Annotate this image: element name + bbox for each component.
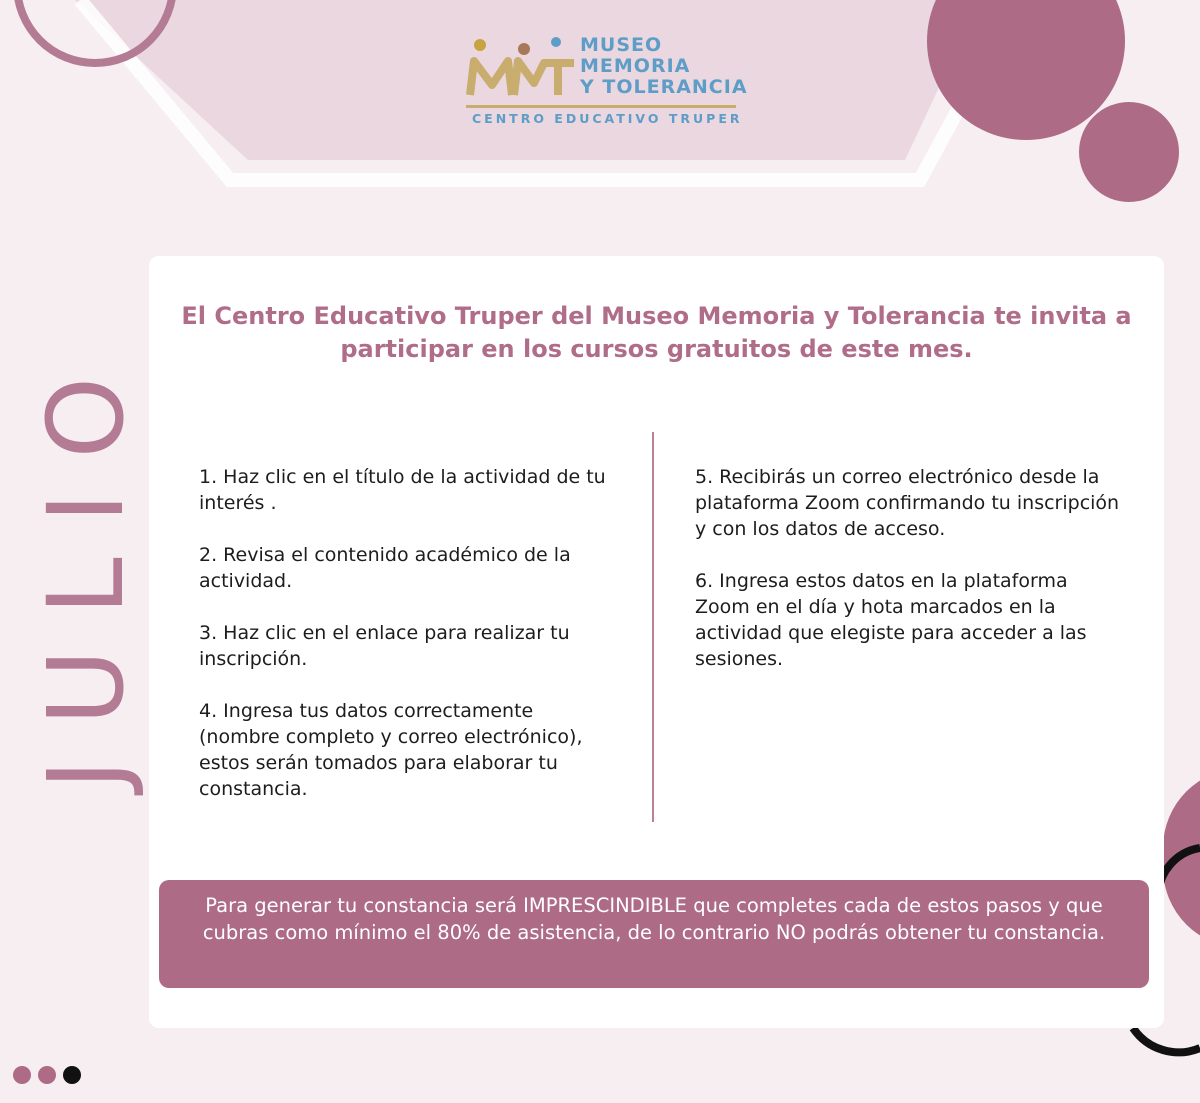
- step-3: 3. Haz clic en el enlace para realizar tu inscripción.: [199, 622, 570, 670]
- dot-2: [38, 1066, 56, 1084]
- invitation-headline: El Centro Educativo Truper del Museo Memoria y Tolerancia te invita a participar en los cursos gratuitos de este mes.: [181, 302, 1132, 363]
- mmt-logo-icon: [462, 33, 578, 105]
- month-label: JULIO: [25, 342, 147, 790]
- circle-decoration-right: [1079, 102, 1179, 202]
- museum-logo: [462, 33, 748, 128]
- step-1: 1. Haz clic en el título de la actividad de tu interés .: [199, 466, 606, 514]
- step-5: 5. Recibirás un correo electrónico desde la plataforma Zoom confirmando tu inscripción y con los datos de acceso.: [695, 466, 1120, 540]
- steps-right-column: [695, 464, 1125, 698]
- dot-1: [13, 1066, 31, 1084]
- logo-underline: [466, 105, 736, 108]
- logo-word-tolerancia: Y TOLERANCIA: [580, 76, 748, 98]
- step-2: 2. Revisa el contenido académico de la actividad.: [199, 544, 571, 592]
- step-4: 4. Ingresa tus datos correctamente (nombre completo y correo electrónico), estos serán tomados para elaborar tu constancia.: [199, 700, 583, 800]
- steps-left-column: [199, 464, 619, 828]
- logo-word-memoria: MEMORIA: [580, 55, 691, 77]
- info-card: [149, 256, 1164, 1028]
- dot-3: [63, 1066, 81, 1084]
- ring-decoration-top-left: [0, 0, 190, 90]
- logo-subtitle: CENTRO EDUCATIVO TRUPER: [472, 111, 743, 126]
- column-divider: [652, 432, 654, 822]
- step-6: 6. Ingresa estos datos en la plataforma Zoom en el día y hota marcados en la actividad que elegiste para acceder a las sesiones.: [695, 570, 1087, 670]
- attendance-notice: Para generar tu constancia será IMPRESCINDIBLE que completes cada de estos pasos y que cubras como mínimo el 80% de asistencia, de lo contrario NO podrás obtener tu constancia.: [159, 880, 1149, 988]
- logo-word-museo: MUSEO: [580, 34, 663, 56]
